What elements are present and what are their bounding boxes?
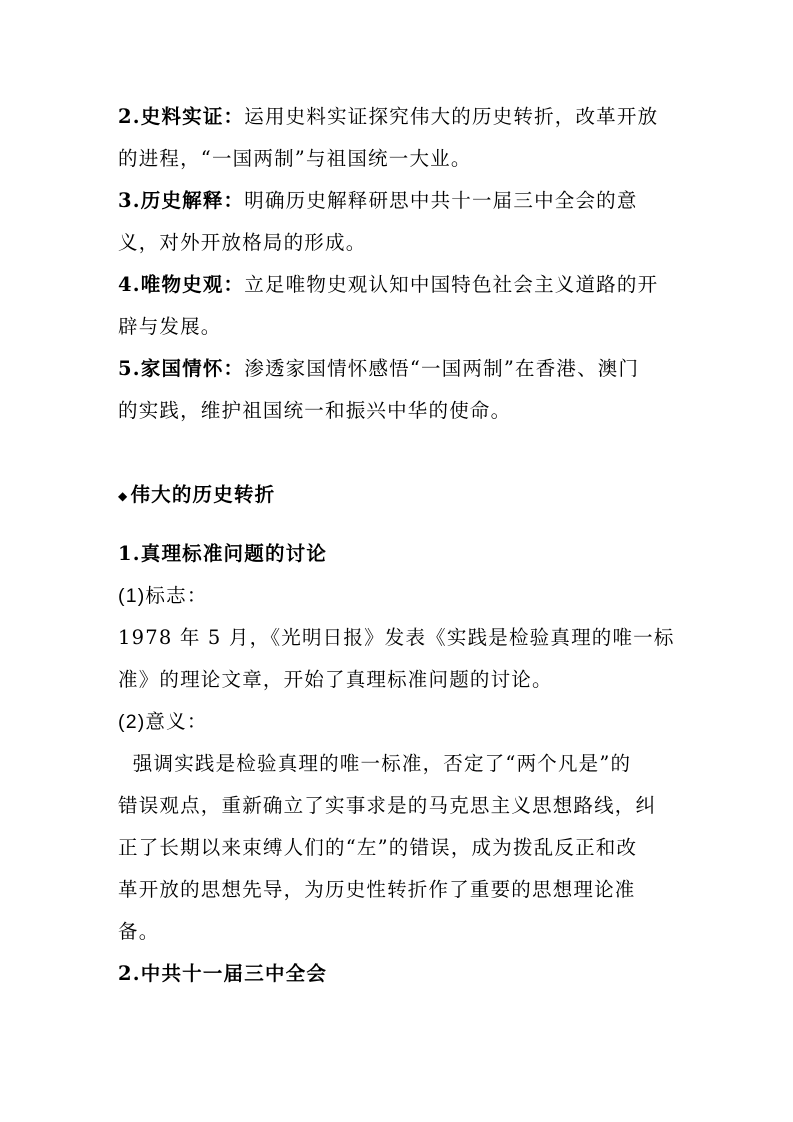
literacy-item-5 xyxy=(118,355,678,383)
meaning-text-line: 备。 xyxy=(118,920,160,943)
literacy-item-3 xyxy=(118,187,678,215)
sign-text-line-1: 1978 年 5 月，《光明日报》发表《实践是检验真理的唯一标 xyxy=(118,626,675,649)
literacy-text: 的进程，“一国两制”与祖国统一大业。 xyxy=(118,147,472,170)
literacy-text: 的实践，维护祖国统一和振兴中华的使命。 xyxy=(118,399,512,422)
literacy-item-2-cont xyxy=(118,145,678,173)
literacy-text: 义，对外开放格局的形成。 xyxy=(118,231,367,254)
literacy-item-5-cont xyxy=(118,397,678,425)
literacy-text: 辟与发展。 xyxy=(118,315,222,338)
meaning-text-line: 错误观点，重新确立了实事求是的马克思主义思想路线，纠 xyxy=(118,794,657,817)
literacy-label: 2.史料实证： xyxy=(118,105,245,128)
meaning-text-line: 正了长期以来束缚人们的“左”的错误，成为拨乱反正和改 xyxy=(118,836,638,859)
meaning-text-line: 革开放的思想先导，为历史性转折作了重要的思想理论准 xyxy=(118,878,636,901)
sign-label: (1)标志： xyxy=(118,585,208,607)
literacy-item-3-cont xyxy=(118,229,678,257)
section-title-text: 伟大的历史转折 xyxy=(130,483,276,506)
literacy-text: 立足唯物史观认知中国特色社会主义道路的开 xyxy=(244,273,659,296)
topic-2-heading: 2.中共十一届三中全会 xyxy=(118,962,328,985)
topic-1-heading: 1.真理标准问题的讨论 xyxy=(118,542,328,565)
section-title xyxy=(118,481,678,510)
literacy-item-4 xyxy=(118,271,678,299)
literacy-label: 5.家国情怀： xyxy=(118,357,245,380)
literacy-label: 3.历史解释： xyxy=(118,189,245,212)
literacy-item-2 xyxy=(118,103,678,131)
sign-text-line-2: 准》的理论文章，开始了真理标准问题的讨论。 xyxy=(118,668,553,691)
meaning-label: (2)意义： xyxy=(118,711,208,733)
diamond-bullet-icon: ◆ xyxy=(118,488,129,503)
literacy-text: 渗透家国情怀感悟“一国两制”在香港、澳门 xyxy=(244,357,640,380)
literacy-text: 运用史料实证探究伟大的历史转折，改革开放 xyxy=(244,105,659,128)
literacy-item-4-cont xyxy=(118,313,678,341)
meaning-text-line: 强调实践是检验真理的唯一标准，否定了“两个凡是”的 xyxy=(118,752,632,775)
literacy-text: 明确历史解释研思中共十一届三中全会的意 xyxy=(244,189,638,212)
literacy-label: 4.唯物史观： xyxy=(118,273,245,296)
